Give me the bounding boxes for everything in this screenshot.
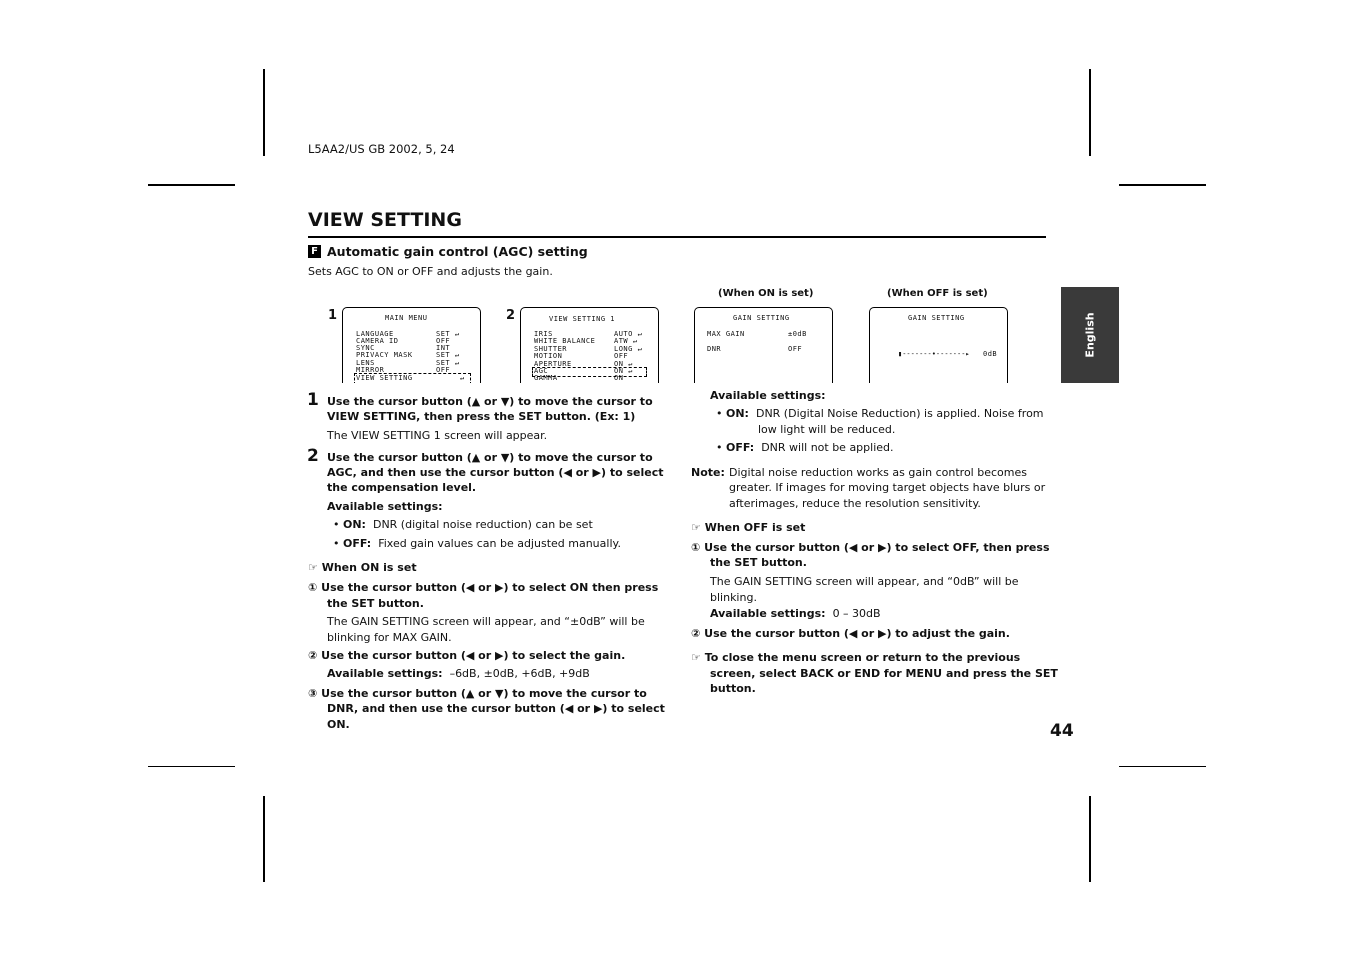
bullet-text: Fixed gain values can be adjusted manually. (378, 537, 621, 550)
screen-caption: (When OFF is set) (887, 288, 988, 299)
bullet-text: DNR (Digital Noise Reduction) is applied. Noise from (755, 407, 1044, 420)
note-text: greater. If images for moving target objects have blurs or (729, 481, 1046, 494)
screen-title: VIEW SETTING 1 (549, 315, 616, 323)
menu-row: APERTURE (534, 360, 572, 368)
substep-note: The GAIN SETTING screen will appear, and “±0dB” will be (327, 615, 645, 628)
bullet-item: • ON: DNR (Digital Noise Reduction) is applied. Noise from (716, 407, 1044, 420)
note-label: Note: (691, 466, 725, 479)
subheading: ☞ When ON is set (308, 561, 417, 574)
crop-mark (148, 184, 235, 186)
menu-row: MIRROR (356, 366, 385, 374)
available-settings-label: Available settings: (327, 667, 443, 680)
step-text: Use the cursor button (▲ or ▼) to move the cursor to (327, 395, 653, 408)
substep-note: blinking for MAX GAIN. (327, 631, 452, 644)
step-text: Use the cursor button (▲ or ▼) to move the cursor to (327, 451, 653, 464)
available-values: –6dB, ±0dB, +6dB, +9dB (449, 667, 590, 680)
screen-label: 1 (328, 308, 338, 323)
substep-text: ② Use the cursor button (◀ or ▶) to select the gain. (308, 649, 626, 662)
note-text: afterimages, reduce the resolution sensitivity. (729, 497, 981, 510)
menu-value: ON ↵ (614, 360, 633, 368)
bullet-item: • ON: DNR (digital noise reduction) can be set (333, 518, 593, 531)
menu-value: ATW ↵ (614, 337, 638, 345)
screen-title: GAIN SETTING (733, 314, 790, 322)
subheading: ☞ When OFF is set (691, 521, 806, 534)
menu-row: DNR (707, 345, 722, 353)
substep-text: ① Use the cursor button (◀ or ▶) to select ON then press (308, 581, 659, 594)
menu-value: ON (614, 374, 624, 382)
language-label: English (1083, 312, 1097, 358)
menu-value: LONG ↵ (614, 345, 643, 353)
bullet-label: OFF: (726, 441, 755, 454)
screen-title: MAIN MENU (385, 314, 428, 322)
substep-text: ① Use the cursor button (◀ or ▶) to select OFF, then press (691, 541, 1050, 554)
crop-mark (263, 796, 265, 882)
page-number: 44 (1050, 721, 1074, 741)
bullet-item: • OFF: Fixed gain values can be adjusted manually. (333, 537, 621, 550)
cursor-highlight (532, 367, 647, 377)
available-settings-label: Available settings: (327, 500, 443, 513)
crop-mark (1089, 796, 1091, 882)
menu-row: LANGUAGE (356, 330, 394, 338)
menu-value: OFF (614, 352, 629, 360)
language-tab (1061, 287, 1119, 383)
crop-mark (148, 766, 235, 767)
menu-value: ON ↵ (614, 367, 633, 375)
section-description: Sets AGC to ON or OFF and adjusts the gain. (308, 265, 553, 278)
section-subtitle (308, 244, 588, 259)
menu-row: IRIS (534, 330, 553, 338)
substep-text: the SET button. (327, 597, 424, 610)
menu-value: ±0dB (788, 330, 807, 338)
crop-mark (1089, 69, 1091, 156)
menu-value: SET ↵ (436, 351, 460, 359)
step-text: the compensation level. (327, 481, 477, 494)
closing-instruction: ☞ To close the menu screen or return to the previous (691, 651, 1021, 664)
bullet-text: low light will be reduced. (758, 423, 896, 436)
step-text: AGC, and then use the cursor button (◀ or ▶) to select (327, 466, 664, 479)
substep-note: blinking. (710, 591, 757, 604)
menu-value: OFF (436, 366, 451, 374)
step-number: 2 (307, 446, 319, 466)
section-badge: F (308, 245, 321, 258)
menu-value: INT (436, 344, 451, 352)
note-text: Digital noise reduction works as gain control becomes (729, 466, 1027, 479)
cursor-highlight (354, 373, 471, 383)
substep-text: ③ Use the cursor button (▲ or ▼) to move the cursor to (308, 687, 647, 700)
menu-row: SHUTTER (534, 345, 568, 353)
available-settings (710, 607, 881, 620)
gain-bar: ▮-------•-------▸ (898, 350, 970, 358)
bullet-item: • OFF: DNR will not be applied. (716, 441, 894, 454)
crop-mark (1119, 766, 1206, 767)
substep-note: The GAIN SETTING screen will appear, and “0dB” will be (710, 575, 1019, 588)
menu-value: OFF (436, 337, 451, 345)
menu-row: LENS (356, 359, 375, 367)
closing-instruction: button. (710, 682, 756, 695)
menu-row: GAMMA (534, 374, 558, 382)
menu-value: ↵ (460, 374, 465, 382)
title-rule (308, 236, 1046, 238)
menu-value: SET ↵ (436, 330, 460, 338)
substep-text: DNR, and then use the cursor button (◀ or ▶) to select (327, 702, 665, 715)
menu-row: MOTION (534, 352, 563, 360)
menu-row: PRIVACY MASK (356, 351, 413, 359)
closing-instruction: screen, select BACK or END for MENU and press the SET (710, 667, 1058, 680)
screen-caption: (When ON is set) (718, 288, 814, 299)
bullet-text: DNR will not be applied. (761, 441, 894, 454)
step-note: The VIEW SETTING 1 screen will appear. (327, 429, 548, 442)
screen-title: GAIN SETTING (908, 314, 965, 322)
substep-text: ON. (327, 718, 350, 731)
bullet-text: DNR (digital noise reduction) can be set (372, 518, 593, 531)
menu-row: AGC (534, 367, 549, 375)
menu-value: SET ↵ (436, 359, 460, 367)
available-values: 0 – 30dB (832, 607, 881, 620)
menu-value: AUTO ↵ (614, 330, 643, 338)
gain-value: 0dB (983, 350, 998, 358)
menu-row: MAX GAIN (707, 330, 745, 338)
bullet-label: ON: (343, 518, 366, 531)
crop-mark (1119, 184, 1206, 186)
menu-row: SYNC (356, 344, 375, 352)
available-settings-label: Available settings: (710, 389, 826, 402)
bullet-label: OFF: (343, 537, 372, 550)
step-number: 1 (307, 390, 319, 410)
gain-setting-on-screen (694, 307, 833, 383)
step-text: VIEW SETTING, then press the SET button. (Ex: 1) (327, 410, 636, 423)
main-menu-screen (342, 307, 481, 383)
bullet-label: ON: (726, 407, 749, 420)
substep-text: ② Use the cursor button (◀ or ▶) to adjust the gain. (691, 627, 1010, 640)
available-settings (327, 667, 590, 680)
menu-value: OFF (788, 345, 803, 353)
available-settings-label: Available settings: (710, 607, 826, 620)
screen-label: 2 (506, 308, 516, 323)
menu-row: VIEW SETTING (356, 374, 413, 382)
menu-row: CAMERA ID (356, 337, 399, 345)
view-setting-screen (520, 307, 659, 383)
crop-mark (263, 69, 265, 156)
substep-text: the SET button. (710, 556, 807, 569)
document-code: L5AA2/US GB 2002, 5, 24 (308, 142, 455, 156)
gain-setting-off-screen (869, 307, 1008, 383)
menu-row: WHITE BALANCE (534, 337, 596, 345)
subtitle-text: Automatic gain control (AGC) setting (327, 244, 588, 259)
page-title: VIEW SETTING (308, 209, 462, 231)
